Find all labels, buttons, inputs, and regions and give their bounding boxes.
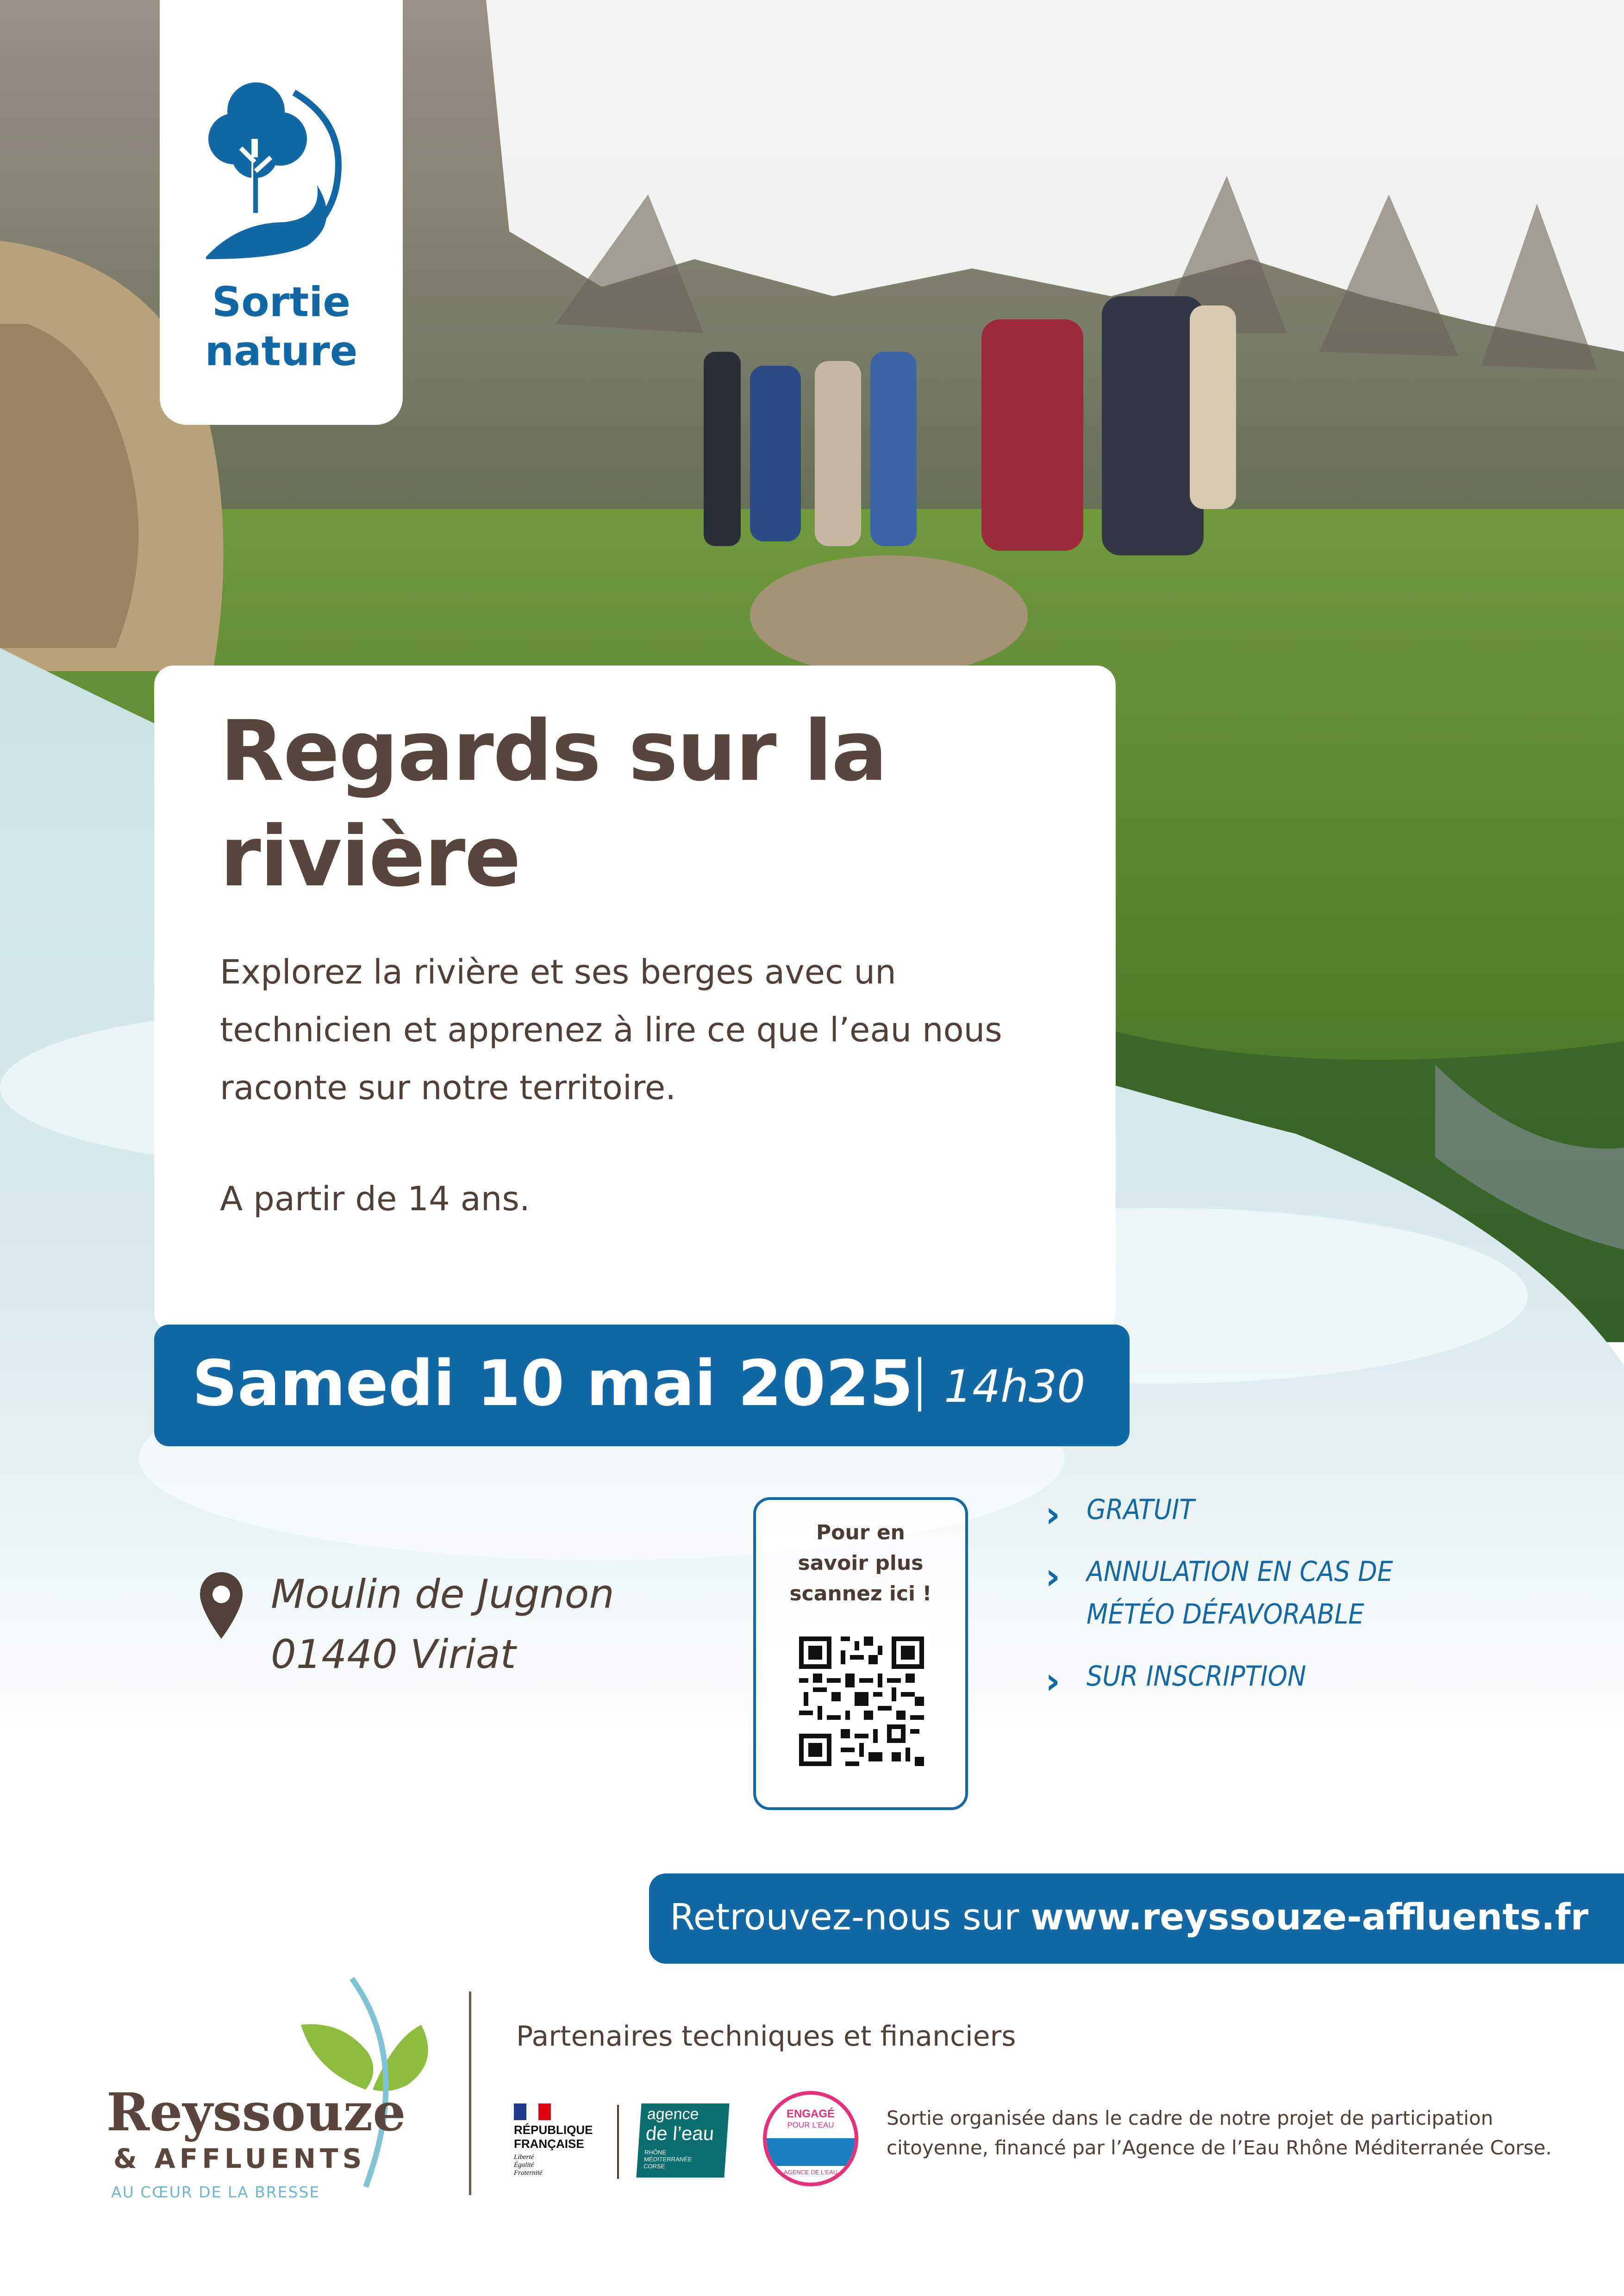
agence-line-1: agence [646,2105,700,2123]
footer-divider [469,1991,471,2195]
rf-line-1: RÉPUBLIQUE [514,2123,593,2137]
agence-line-3: RHÔNE [644,2149,667,2156]
website-text[interactable] [670,1892,1588,1943]
logo-name: Reyssouze [106,2082,406,2143]
agence-line-4: MÉDITERRANÉE [643,2156,692,2163]
event-time: 14h30 [944,1361,1086,1412]
engage-line-3: AGENCE DE L’EAU [783,2169,838,2176]
engage-pour-eau-badge [763,2091,858,2186]
location-name: Moulin de Jugnon [271,1571,614,1618]
footnote-line-2: citoyenne, financé par l’Agence de l’Eau Rhône Méditerranée Corse. [887,2136,1552,2159]
event-date: Samedi 10 mai 2025 [192,1347,913,1420]
agence-line-2: de l’eau [645,2122,715,2144]
qr-code-container[interactable] [792,1625,931,1778]
qr-caption [756,1518,965,1609]
event-title-line-1: Regards sur la [220,703,887,800]
location-address: 01440 Viriat [271,1631,516,1678]
event-description-line-3: raconte sur notre territoire. [220,1068,676,1107]
chevron-right-icon: › [1045,1661,1061,1702]
footnote-line-1: Sortie organisée dans le cadre de notre projet de participation [887,2107,1493,2129]
qr-caption-line-3: scannez ici ! [789,1582,932,1605]
info-registration: SUR INSCRIPTION [1087,1660,1306,1692]
event-description-line-1: Explorez la rivière et ses berges avec un [220,952,896,991]
date-bar [154,1325,1130,1446]
footnote [887,2103,1581,2163]
date-separator [918,1357,921,1412]
info-free: GRATUIT [1087,1493,1195,1526]
badge-line-2: nature [205,327,358,375]
event-description [220,943,1090,1117]
engage-line-1: ENGAGÉ [786,2108,835,2120]
marianne-flag-icon [514,2103,551,2120]
qr-caption-line-2: savoir plus [798,1551,924,1575]
republique-francaise-logo [514,2103,611,2187]
reyssouze-logo [97,1969,458,2210]
website-prefix: Retrouvez-nous sur [670,1897,1031,1938]
map-pin-icon [198,1571,244,1641]
logo-subtitle: & AFFLUENTS [113,2143,366,2174]
partner-divider [617,2105,619,2179]
agence-line-5: CORSE [643,2163,665,2170]
rf-motto-2: Égalité [514,2161,534,2169]
badge-wave [767,2138,855,2166]
chevron-right-icon: › [1045,1556,1061,1598]
info-cancellation-line-2: MÉTÉO DÉFAVORABLE [1087,1598,1364,1630]
rf-motto-1: Liberté [514,2153,534,2161]
age-requirement: A partir de 14 ans. [220,1179,530,1218]
event-title [220,699,1076,910]
badge-title [160,278,403,376]
tree-river-icon [201,69,359,264]
partners-label: Partenaires techniques et financiers [516,2020,1016,2053]
qr-code[interactable] [799,1636,924,1766]
website-url[interactable]: www.reyssouze-affluents.fr [1030,1897,1589,1938]
website-bar[interactable] [649,1873,1624,1964]
qr-caption-line-1: Pour en [816,1521,905,1544]
info-cancellation-line-1: ANNULATION EN CAS DE [1087,1556,1393,1588]
qr-box[interactable] [753,1497,968,1810]
badge-line-1: Sortie [212,278,351,326]
rf-line-2: FRANÇAISE [514,2137,584,2151]
sortie-nature-badge [160,0,403,425]
rf-motto-3: Fraternité [514,2169,543,2177]
agence-eau-logo [636,2103,729,2178]
event-title-line-2: rivière [220,809,520,905]
event-card [154,666,1116,1332]
logo-tagline: AU CŒUR DE LA BRESSE [111,2183,320,2201]
chevron-right-icon: › [1045,1494,1061,1536]
engage-line-2: POUR L’EAU [787,2121,834,2129]
event-description-line-2: technicien et apprenez à lire ce que l’eau nous [220,1010,1002,1049]
